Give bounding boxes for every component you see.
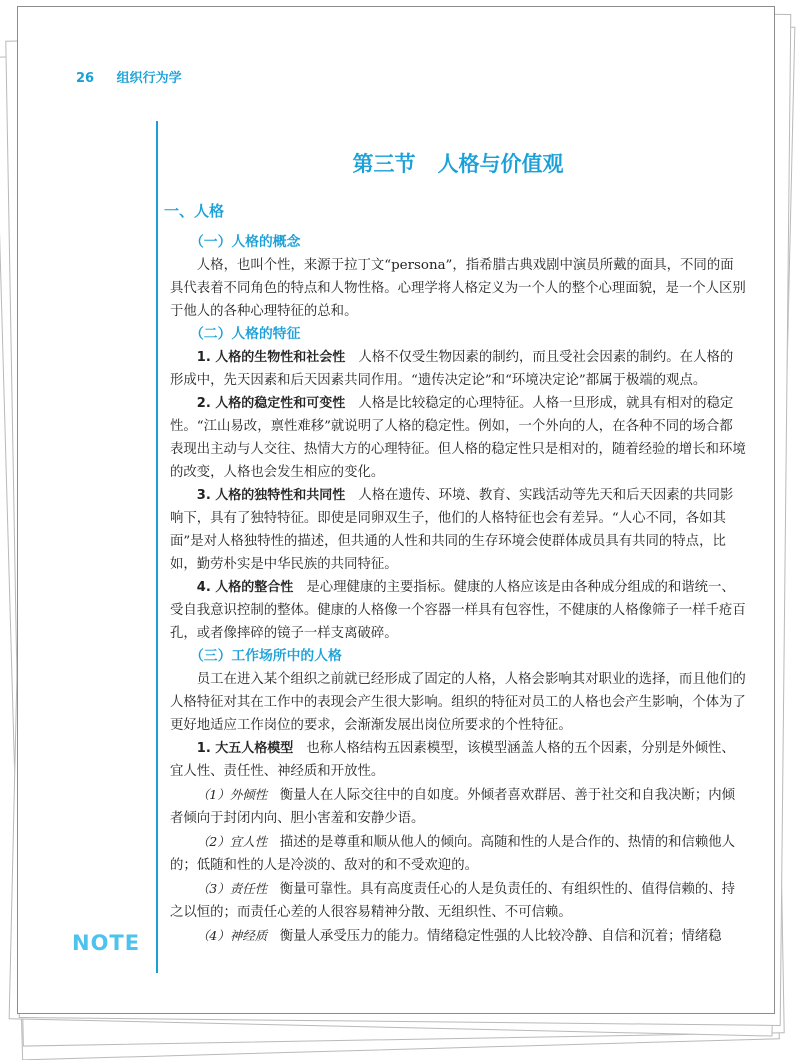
section-number: 第三节: [352, 152, 416, 176]
body-text: [170, 231, 746, 948]
paragraph-text: 人格，也叫个性，来源于拉丁文“persona”，指希腊古典戏剧中演员所戴的面具，不同的面具代表着不同角色的特点和人物性格。心理学将人格定义为一个人的整个心理面貌，是一个人区别于他人的各种心理特征的总和。: [170, 258, 746, 319]
paragraph-text: 人格在遗传、环境、教育、实践活动等先天和后天因素的共同影响下，具有了独特特征。即使是同卵双生子，他们的人格特征也会有差异。“人心不同，各如其面”是对人格独特性的描述，但共通的人性和共同的生存环境会使群体成员具有共同的特点，比如，勤劳朴实是中华民族的共同特征。: [170, 488, 734, 572]
paragraph-text: 也称人格结构五因素模型，该模型涵盖人格的五个因素，分别是外倾性、宜人性、责任性、神经质和开放性。: [170, 741, 735, 779]
heading-personality: 一、人格: [164, 202, 225, 220]
page-number: 26: [76, 71, 95, 86]
paragraph-text: 衡量可靠性。具有高度责任心的人是负责任的、有组织性的、值得信赖的、持之以恒的；而责任心差的人很容易精神分散、无组织性、不可信赖。: [170, 882, 736, 920]
paragraph: [170, 737, 746, 783]
paragraph: [170, 877, 746, 924]
subheading: （二）人格的特征: [190, 326, 301, 342]
paragraph-text: 人格不仅受生物因素的制约，而且受社会因素的制约。在人格的形成中，先天因素和后天因素共同作用。“遗传决定论”和“环境决定论”都属于极端的观点。: [170, 350, 734, 388]
paragraph-lead: （3）责任性: [196, 881, 280, 896]
paragraph: [170, 484, 746, 576]
paragraph-lead: （1）外倾性: [196, 787, 280, 802]
paragraph-text: 员工在进入某个组织之前就已经形成了固定的人格，人格会影响其对职业的选择，而且他们的人格特征对其在工作中的表现会产生很大影响。组织的特征对员工的人格也会产生影响，个体为了更好地适应工作岗位的要求，会渐渐发展出岗位所要求的个性特征。: [170, 672, 746, 733]
subheading: （一）人格的概念: [190, 234, 301, 250]
paragraph: [170, 254, 746, 323]
paragraph-text: 衡量人在人际交往中的自如度。外倾者喜欢群居、善于社交和自我决断；内倾者倾向于封闭内向、胆小害羞和安静少语。: [170, 788, 736, 826]
paragraph-lead: 3. 人格的独特性和共同性: [196, 488, 359, 503]
book-title: 组织行为学: [116, 71, 182, 86]
paragraph-text: 是心理健康的主要指标。健康的人格应该是由各种成分组成的和谐统一、受自我意识控制的整体。健康的人格像一个容器一样具有包容性，不健康的人格像筛子一样千疮百孔，或者像摔碎的镜子一样支离破碎。: [170, 580, 746, 641]
paragraph-lead: 2. 人格的稳定性和可变性: [196, 396, 359, 411]
paragraph-text: 描述的是尊重和顺从他人的倾向。高随和性的人是合作的、热情的和信赖他人的；低随和性的人是冷淡的、敌对的和不受欢迎的。: [170, 835, 736, 873]
paragraph: [170, 924, 746, 948]
note-logo: NOTE: [72, 931, 141, 955]
paragraph-text: 衡量人承受压力的能力。情绪稳定性强的人比较冷静、自信和沉着；情绪稳: [279, 929, 722, 944]
section-title: [170, 153, 746, 176]
paragraph: [170, 346, 746, 392]
paragraph: [170, 830, 746, 877]
paragraph-lead: 4. 人格的整合性: [196, 580, 307, 595]
page-content: [164, 147, 746, 948]
paragraph-lead: （4）神经质: [196, 928, 280, 943]
paragraph: [170, 783, 746, 830]
book-page: [17, 6, 775, 1014]
paragraph: [170, 668, 746, 737]
subheading: （三）工作场所中的人格: [190, 648, 342, 664]
paragraph-lead: （2）宜人性: [196, 834, 280, 849]
section-heading: 人格与价值观: [437, 152, 564, 176]
paragraph-lead: 1. 大五人格模型: [196, 741, 307, 756]
margin-rule: [156, 121, 158, 973]
paragraph-lead: 1. 人格的生物性和社会性: [196, 350, 359, 365]
paragraph: [170, 576, 746, 645]
paragraph: [170, 392, 746, 484]
running-header: [76, 67, 182, 86]
paragraph-text: 人格是比较稳定的心理特征。人格一旦形成，就具有相对的稳定性。“江山易改，禀性难移”就说明了人格的稳定性。例如，一个外向的人，在各种不同的场合都表现出主动与人交往、热情大方的心理特征。但人格的稳定性只是相对的，随着经验的增长和环境的改变，人格也会发生相应的变化。: [170, 396, 746, 480]
